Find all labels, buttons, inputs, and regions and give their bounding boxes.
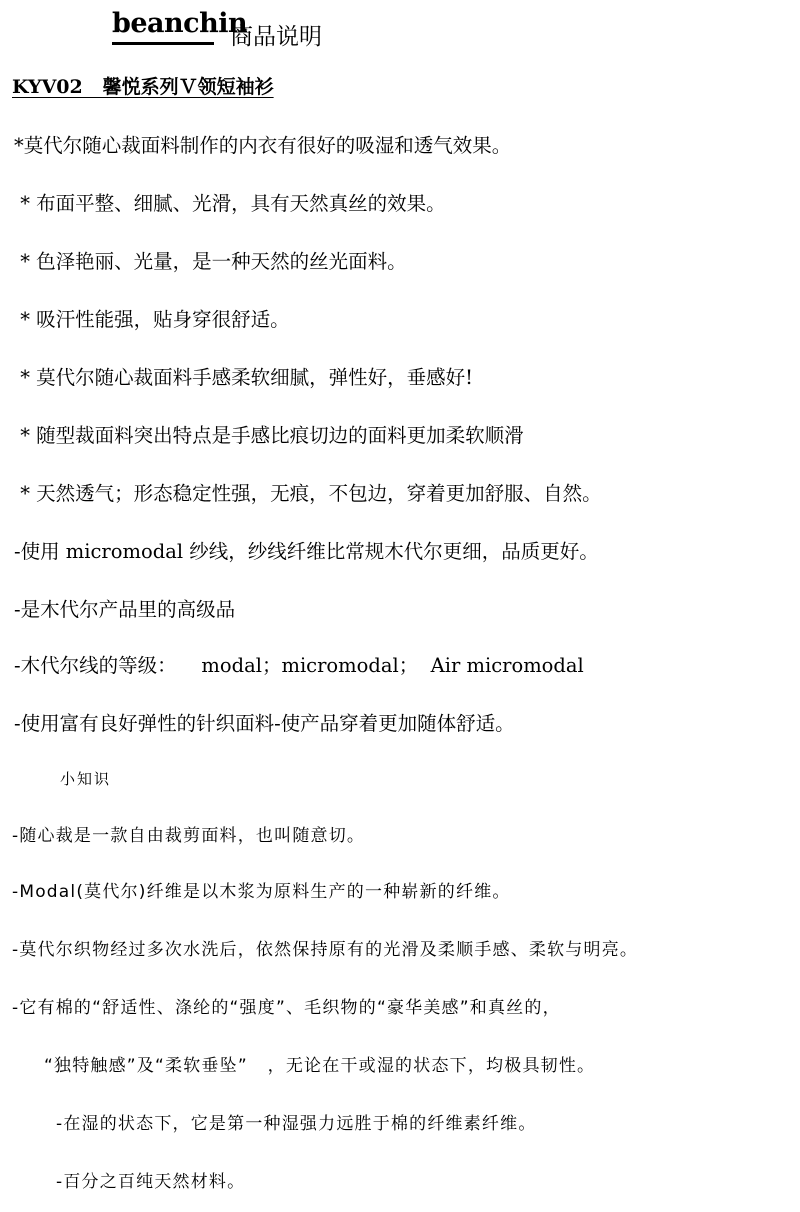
feature-line: * 随型裁面料突出特点是手感比痕切边的面料更加柔软顺滑 xyxy=(14,424,524,447)
feature-line: *莫代尔随心裁面料制作的内衣有很好的吸湿和透气效果。 xyxy=(14,134,512,157)
knowledge-title: 小知识 xyxy=(60,770,112,788)
knowledge-line: -百分之百纯天然材料。 xyxy=(56,1172,246,1192)
knowledge-line: -在湿的状态下，它是第一种湿强力远胜于棉的纤维素纤维。 xyxy=(56,1114,537,1134)
brand-logo xyxy=(112,4,248,48)
feature-line: * 吸汗性能强，贴身穿很舒适。 xyxy=(14,308,290,331)
feature-line: -是木代尔产品里的高级品 xyxy=(14,598,236,621)
feature-line: * 布面平整、细腻、光滑，具有天然真丝的效果。 xyxy=(14,192,446,215)
knowledge-line: -莫代尔织物经过多次水洗后，依然保持原有的光滑及柔顺手感、柔软与明亮。 xyxy=(12,940,639,960)
knowledge-line: -它有棉的“舒适性、涤纶的“强度”、毛织物的“豪华美感”和真丝的， xyxy=(12,998,561,1018)
feature-line: * 天然透气；形态稳定性强，无痕，不包边，穿着更加舒服、自然。 xyxy=(14,482,602,505)
feature-line: -木代尔线的等级： modal；micromodal； Air micromodal xyxy=(14,654,584,677)
feature-line: -使用富有良好弹性的针织面料-使产品穿着更加随体舒适。 xyxy=(14,712,515,735)
feature-line: * 莫代尔随心裁面料手感柔软细腻，弹性好，垂感好! xyxy=(14,366,473,389)
brand-logo-text: beanchin xyxy=(112,8,248,39)
knowledge-line: -Modal(莫代尔)纤维是以木浆为原料生产的一种崭新的纤维。 xyxy=(12,882,511,902)
product-title: KYV02 馨悦系列Ｖ领短袖衫 xyxy=(12,76,274,98)
feature-line: * 色泽艳丽、光量，是一种天然的丝光面料。 xyxy=(14,250,407,273)
knowledge-line: -随心裁是一款自由裁剪面料，也叫随意切。 xyxy=(12,826,366,846)
knowledge-line: “独特触感”及“柔软垂坠” ，无论在干或湿的状态下，均极具韧性。 xyxy=(44,1056,596,1076)
page-title: 商品说明 xyxy=(230,24,322,50)
logo-underline xyxy=(112,42,214,45)
feature-line: -使用 micromodal 纱线，纱线纤维比常规木代尔更细，品质更好。 xyxy=(14,540,599,563)
header xyxy=(112,0,512,60)
